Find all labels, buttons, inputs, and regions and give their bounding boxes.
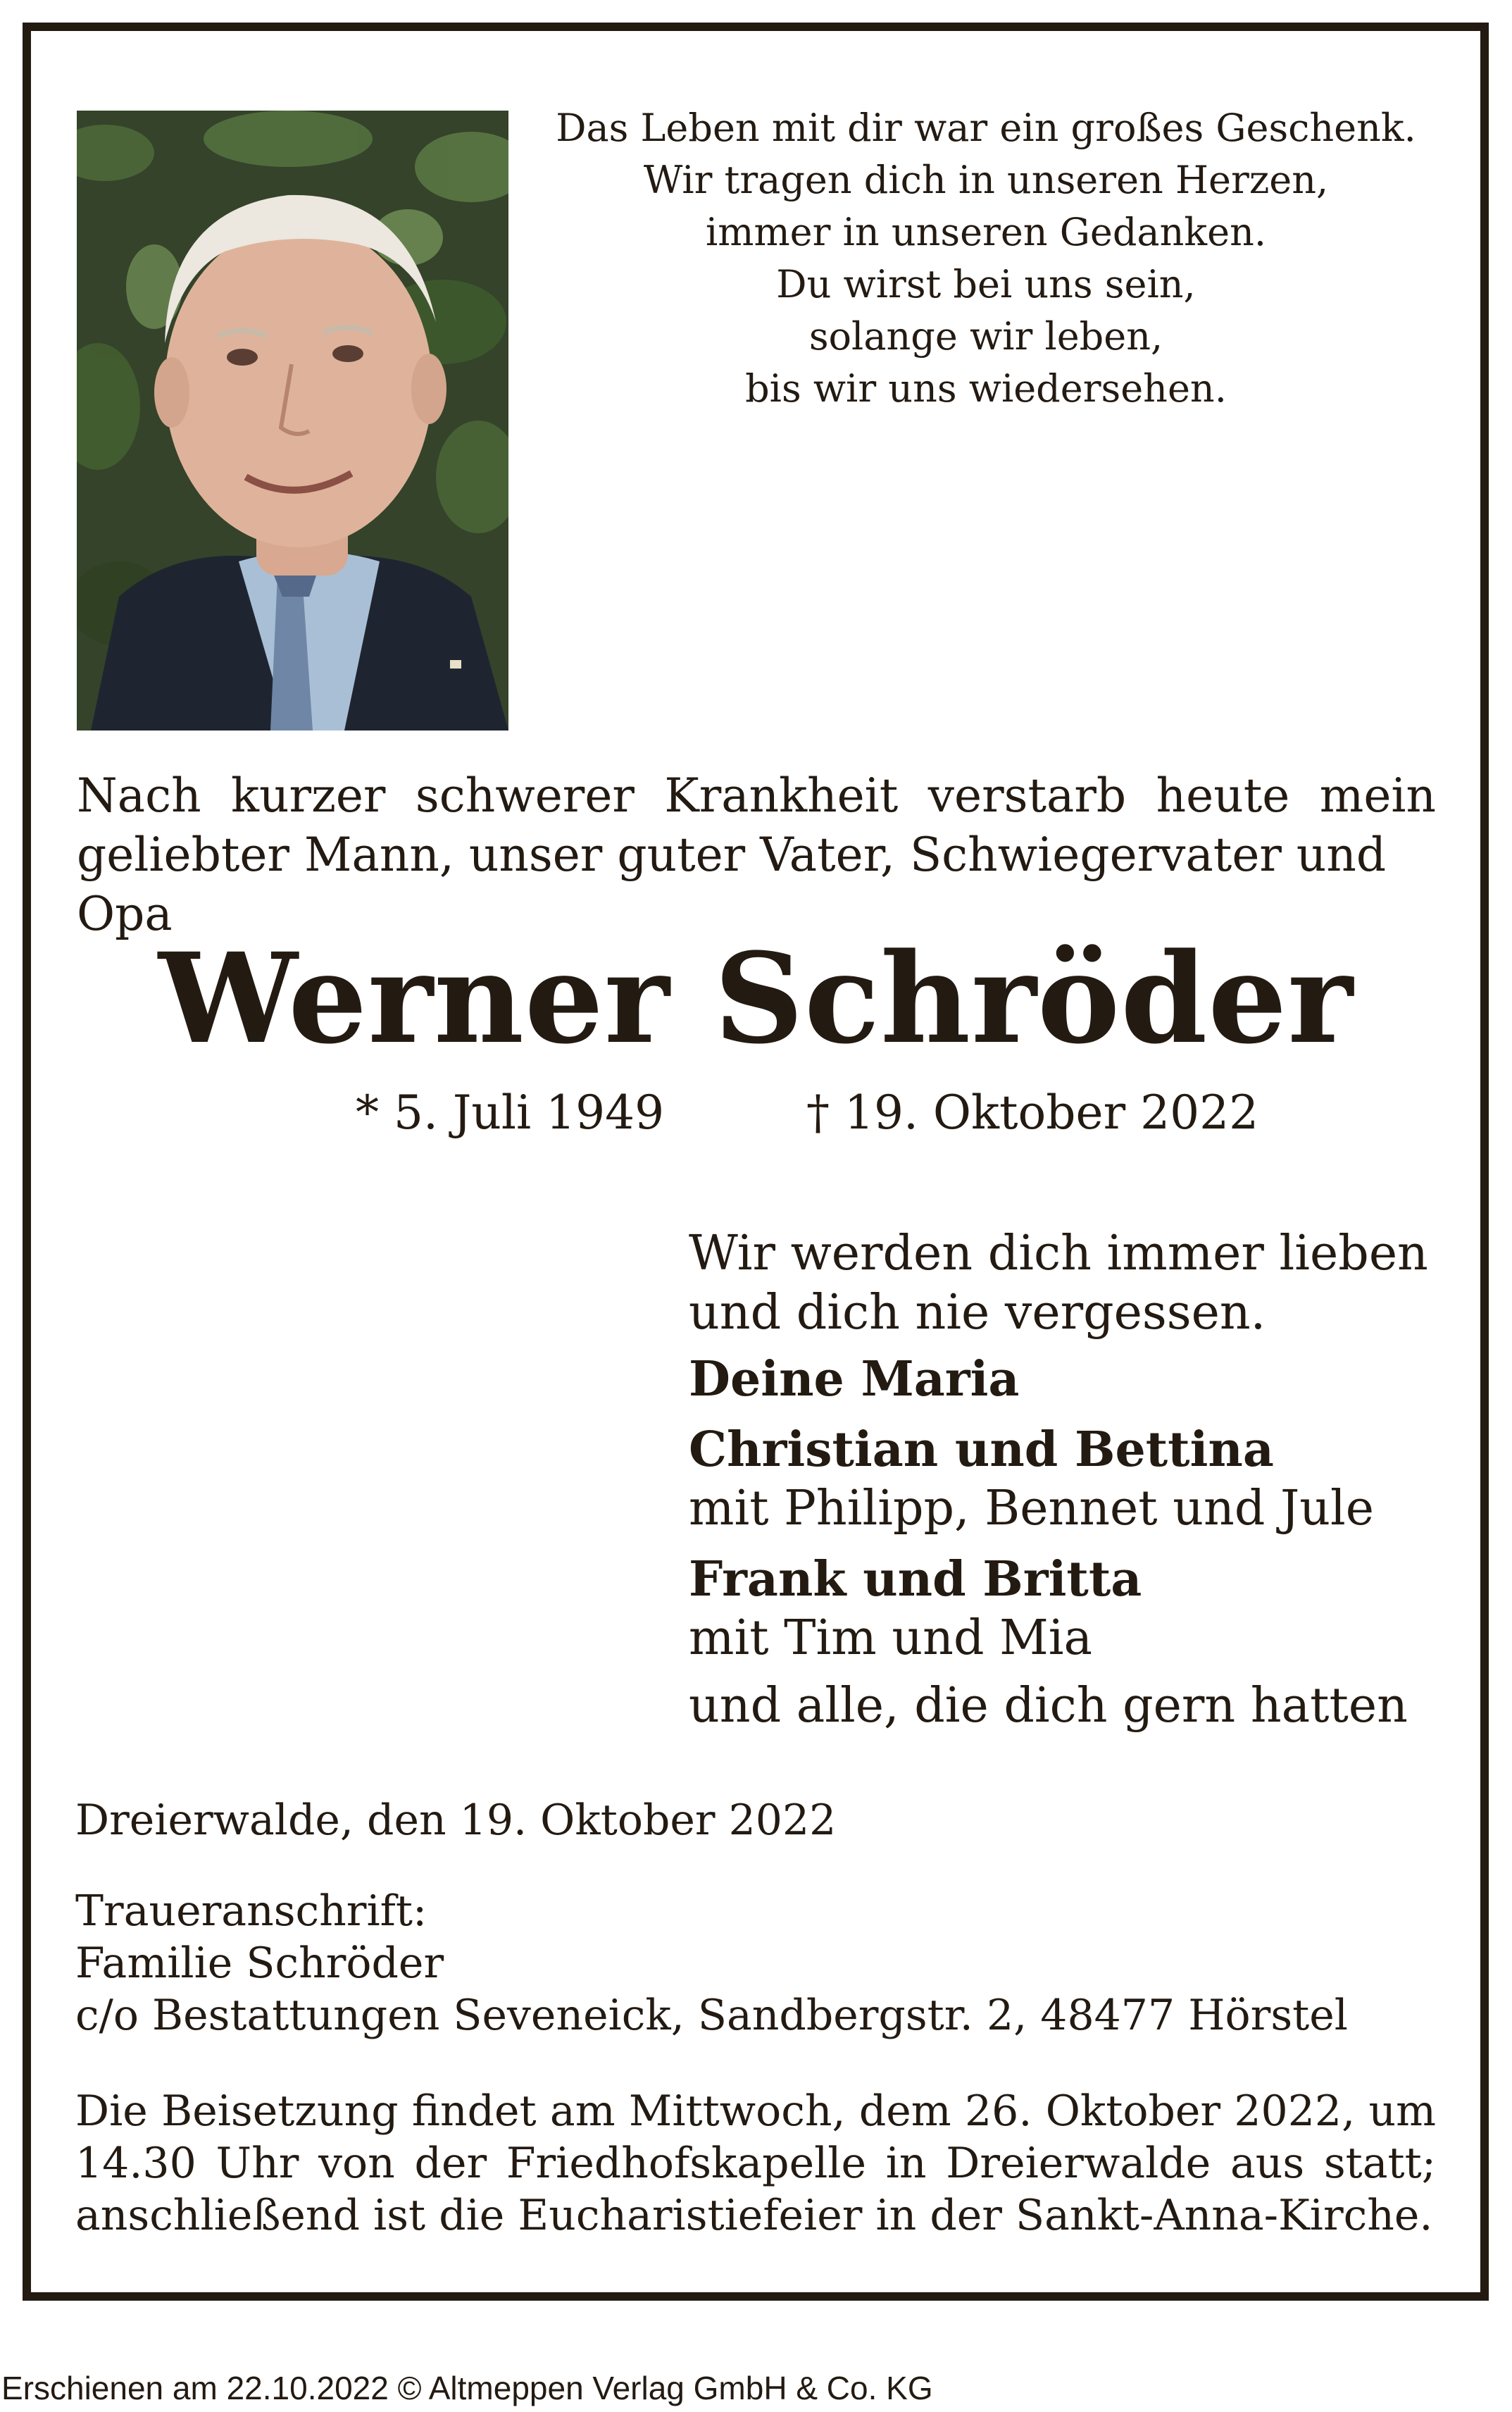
address-line-1: Familie Schröder [75,1939,444,1988]
intro-line-1: Nach kurzer schwerer Krankheit verstarb heute mein [77,769,1436,823]
poem-line: Das Leben mit dir war ein großes Geschenk. [556,106,1416,150]
deceased-name: Werner Schröder [158,926,1354,1071]
address-line-2: c/o Bestattungen Seveneick, Sandbergstr. 2, 48477 Hörstel [75,1991,1348,2040]
funeral-line-1: Die Beisetzung findet am Mittwoch, dem 26. Oktober 2022, um [75,2087,1436,2136]
death-date: † 19. Oktober 2022 [806,1086,1259,1140]
family-others: und alle, die dich gern hatten [689,1678,1408,1734]
death-announcement-intro [77,766,1436,944]
family-grandchildren-2: mit Tim und Mia [689,1610,1093,1666]
poem-line: solange wir leben, [808,314,1163,359]
family-signatures [689,1224,1470,1736]
funeral-line-2: 14.30 Uhr von der Friedhofskapelle in Dreierwalde aus statt; [75,2139,1436,2188]
funeral-details [75,2085,1436,2242]
mourning-address [75,1885,1348,2041]
publication-footer: Erschienen am 22.10.2022 © Altmeppen Verlag GmbH & Co. KG [1,2370,933,2406]
funeral-line-3: anschließend ist die Eucharistiefeier in der Sankt-Anna-Kirche. [75,2191,1433,2240]
portrait-photo [77,111,508,731]
poem-line: bis wir uns wiedersehen. [745,366,1227,411]
farewell-line-1: Wir werden dich immer lieben [689,1226,1428,1281]
poem-line: Wir tragen dich in unseren Herzen, [643,158,1329,202]
poem-line: immer in unseren Gedanken. [705,210,1267,254]
memorial-poem [521,102,1451,415]
place-and-date: Dreierwalde, den 19. Oktober 2022 [75,1796,837,1845]
farewell-line-2: und dich nie vergessen. [689,1285,1266,1341]
poem-line: Du wirst bei uns sein, [776,262,1196,306]
birth-date: * 5. Juli 1949 [356,1086,665,1140]
family-member-son-1: Christian und Bettina [689,1422,1274,1478]
family-grandchildren-1: mit Philipp, Bennet und Jule [689,1481,1375,1536]
intro-line-2: geliebter Mann, unser guter Vater, Schwiegervater und Opa [77,828,1387,941]
address-label: Traueranschrift: [75,1886,427,1936]
family-member-wife: Deine Maria [689,1351,1020,1407]
family-member-son-2: Frank und Britta [689,1551,1142,1608]
